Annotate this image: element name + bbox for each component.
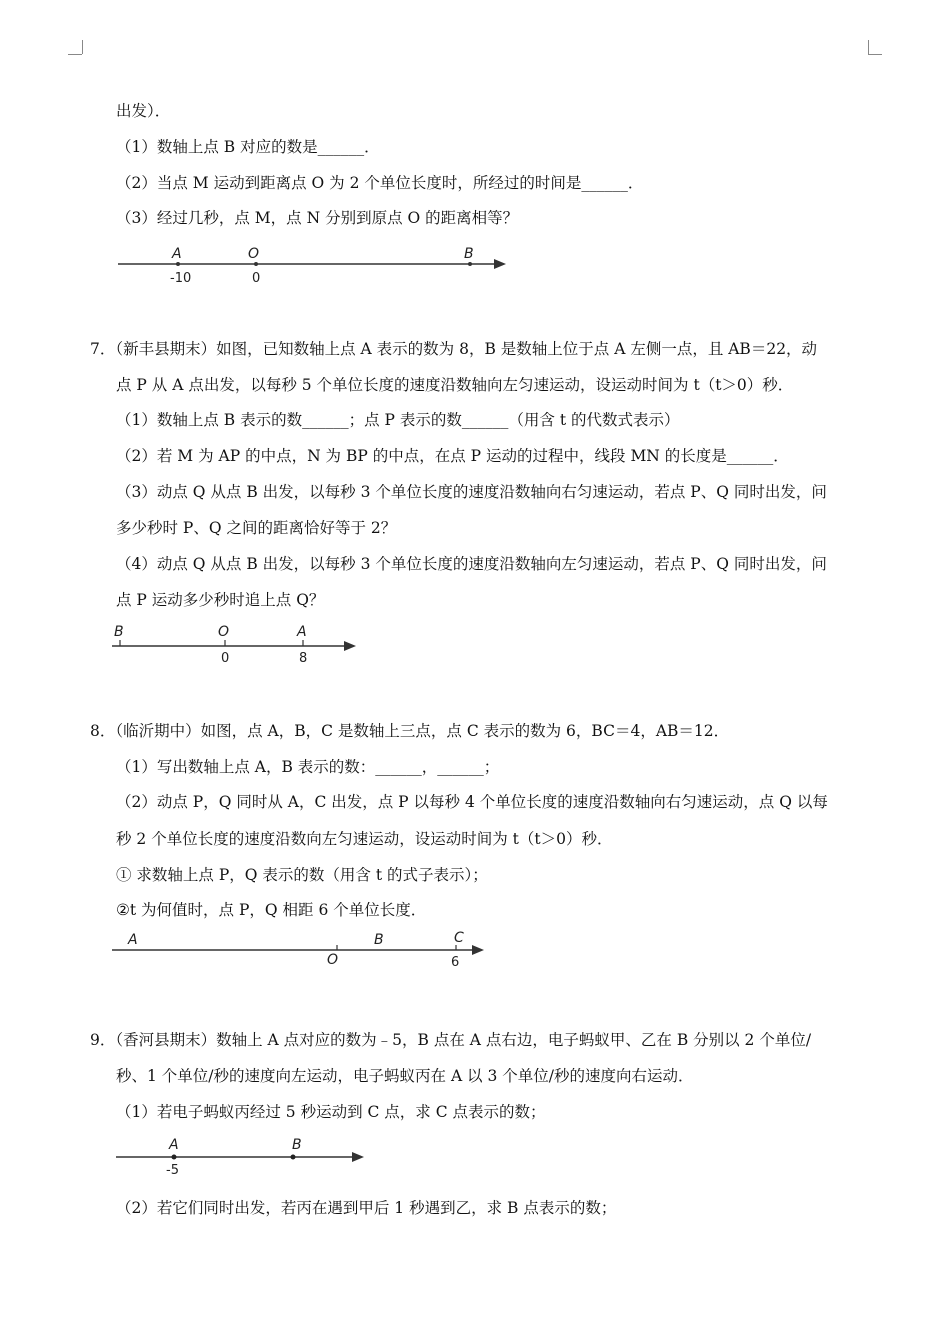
text-line: ②t 为何值时，点 P，Q 相距 6 个单位长度． [116, 901, 427, 919]
tick-label: -10 [170, 271, 192, 286]
text-line: 秒 2 个单位长度的速度沿数向左匀速运动，设运动时间为 t（t＞0）秒． [116, 830, 613, 848]
number-line-figure-2 [108, 618, 368, 668]
text-line: （1）数轴上点 B 对应的数是______． [116, 138, 380, 156]
text-line: 点 P 从 A 点出发，以每秒 5 个单位长度的速度沿数轴向左匀速运动，设运动时间为 t（t＞0）秒． [116, 376, 794, 394]
point-label-b: B [374, 932, 384, 948]
text-line: 秒、1 个单位/秒的速度向左运动，电子蚂蚁丙在 A 以 3 个单位/秒的速度向右运动． [116, 1067, 694, 1085]
tick-label: 6 [451, 955, 460, 970]
crop-mark [868, 54, 882, 55]
text-line: （3）动点 Q 从点 B 出发，以每秒 3 个单位长度的速度沿数轴向右匀速运动，若点 P、Q 同时出发，问 [116, 483, 827, 501]
text-line: 多少秒时 P、Q 之间的距离恰好等于 2？ [116, 519, 397, 537]
point-label-a: A [169, 1137, 179, 1153]
point-label-b: B [114, 624, 124, 640]
point-label-o: O [327, 952, 339, 968]
point-label-c: C [454, 930, 464, 946]
crop-mark [68, 54, 82, 55]
text-line: （2）动点 P，Q 同时从 A，C 出发，点 P 以每秒 4 个单位长度的速度沿数轴向右匀速运动，点 Q 以每 [116, 793, 828, 811]
point-label-a: A [172, 246, 182, 262]
point-label-a: A [297, 624, 307, 640]
text-line: （2）当点 M 运动到距离点 O 为 2 个单位长度时，所经过的时间是______． [116, 174, 644, 192]
point-label-o: O [248, 246, 260, 262]
number-line-figure-4 [112, 1132, 372, 1180]
crop-mark [82, 40, 83, 54]
number-line-figure-3 [108, 926, 493, 976]
text-line: （1）数轴上点 B 表示的数______；点 P 表示的数______（用含 t 的代数式表示） [116, 411, 680, 429]
text-line: （1）若电子蚂蚁丙经过 5 秒运动到 C 点，求 C 点表示的数； [116, 1103, 546, 1121]
point-label-a: A [128, 932, 138, 948]
point-label-b: B [292, 1137, 302, 1153]
text-line: （3）经过几秒，点 M，点 N 分别到原点 O 的距离相等？ [116, 209, 519, 227]
text-line: 出发）． [116, 102, 171, 120]
tick-label: -5 [166, 1163, 179, 1178]
question-9-line: 9．（香河县期末）数轴上 A 点对应的数为﹣5，B 点在 A 点右边，电子蚂蚁甲、乙在 B 分别以 2 个单位/ [90, 1031, 812, 1049]
text-line: （4）动点 Q 从点 B 出发，以每秒 3 个单位长度的速度沿数轴向左匀速运动，若点 P、Q 同时出发，问 [116, 555, 827, 573]
tick-label: 0 [221, 651, 230, 666]
text-line: （1）写出数轴上点 A，B 表示的数：______，______； [116, 758, 500, 776]
text-line: 点 P 运动多少秒时追上点 Q？ [116, 591, 325, 609]
point-label-b: B [464, 246, 474, 262]
tick-label: 0 [252, 271, 261, 286]
question-7-line: 7．（新丰县期末）如图，已知数轴上点 A 表示的数为 8，B 是数轴上位于点 A 左侧一点，且 AB＝22，动 [90, 340, 818, 358]
tick-label: 8 [299, 651, 308, 666]
crop-mark [868, 40, 869, 54]
text-line: （2）若 M 为 AP 的中点，N 为 BP 的中点，在点 P 运动的过程中，线段 MN 的长度是______． [116, 447, 789, 465]
text-line: （2）若它们同时出发，若丙在遇到甲后 1 秒遇到乙，求 B 点表示的数； [116, 1199, 617, 1217]
number-line-figure-1 [110, 240, 520, 295]
point-label-o: O [218, 624, 230, 640]
text-line: ① 求数轴上点 P，Q 表示的数（用含 t 的式子表示）； [116, 866, 488, 884]
question-8-line: 8．（临沂期中）如图，点 A，B，C 是数轴上三点，点 C 表示的数为 6，BC＝4，AB＝12． [90, 722, 730, 740]
